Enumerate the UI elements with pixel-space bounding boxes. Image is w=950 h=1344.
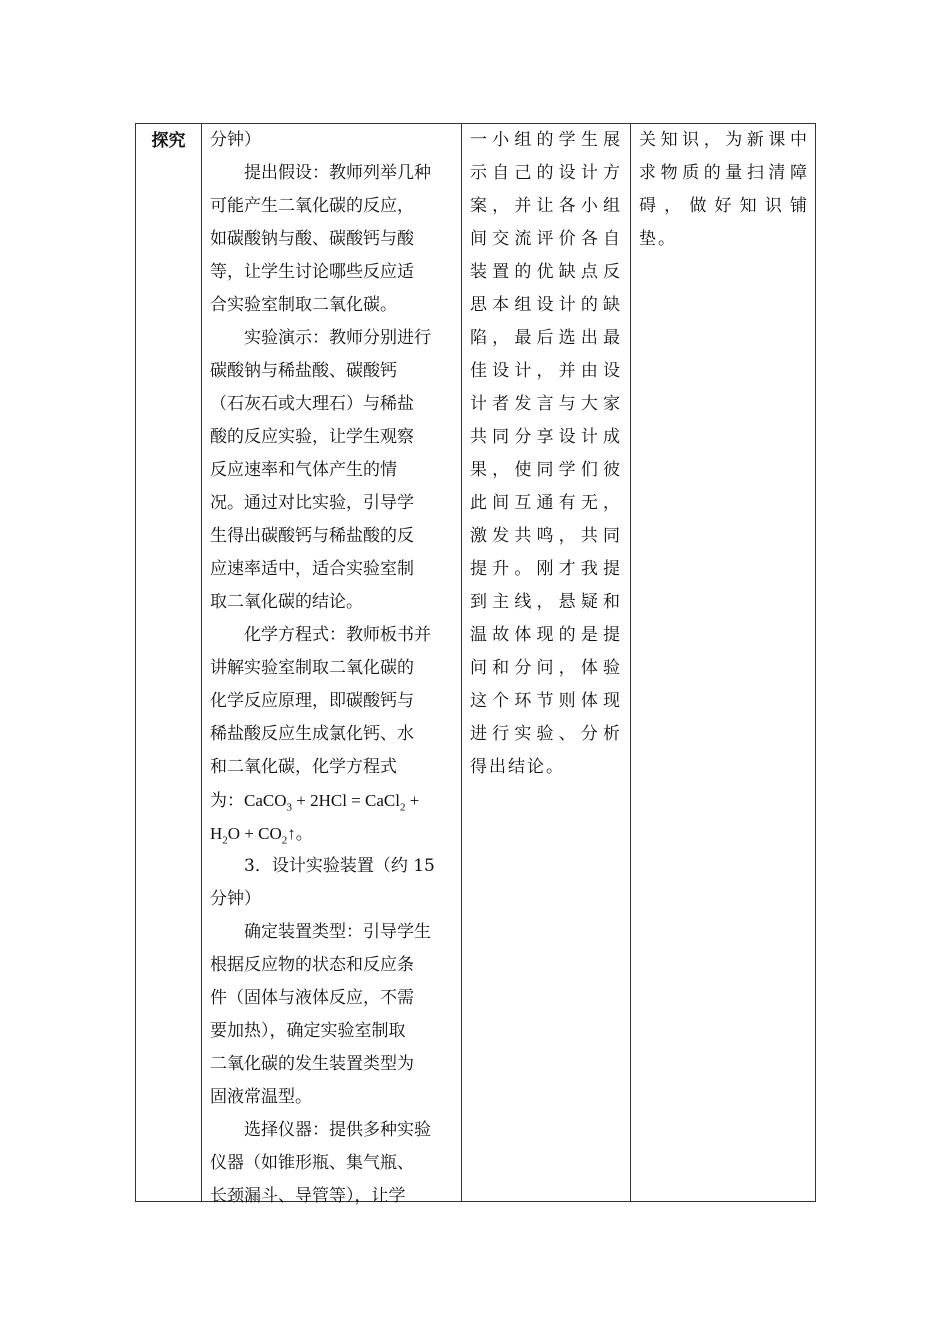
process-line: （石灰石或大理石）与稀盐 bbox=[210, 394, 414, 414]
student-activity-column bbox=[461, 124, 630, 784]
student-line: 陷，最后选出最 bbox=[470, 328, 622, 348]
process-line: 应速率适中，适合实验室制 bbox=[210, 559, 414, 579]
student-line: 提升。刚才我提 bbox=[470, 559, 622, 579]
student-line: 佳设计，并由设 bbox=[470, 361, 622, 381]
process-line: 讲解实验室制取二氧化碳的 bbox=[210, 658, 414, 678]
chemical-equation-line: 为：CaCO$_3$ + 2HCl = CaCl$_2$ + bbox=[210, 791, 420, 814]
process-line: 况。通过对比实验，引导学 bbox=[210, 493, 414, 513]
student-line: 果，使同学们彼 bbox=[470, 460, 622, 480]
intent-line: 关知识，为新课中 bbox=[639, 130, 809, 150]
process-line: 如碳酸钠与酸、碳酸钙与酸 bbox=[210, 229, 414, 249]
process-line: 等，让学生讨论哪些反应适 bbox=[210, 262, 414, 282]
process-line: 根据反应物的状态和反应条 bbox=[210, 955, 414, 975]
process-line: 固液常温型。 bbox=[210, 1087, 312, 1107]
process-line: 分钟） bbox=[210, 889, 261, 909]
process-line: 可能产生二氧化碳的反应， bbox=[210, 196, 414, 216]
process-line: 化学方程式：教师板书并 bbox=[244, 625, 431, 645]
chemical-equation-line: $H_2O$ + $CO_2↑$。 bbox=[210, 824, 313, 847]
process-line: 选择仪器：提供多种实验 bbox=[244, 1120, 431, 1140]
intent-line: 垫。 bbox=[639, 229, 677, 249]
process-line: 合实验室制取二氧化碳。 bbox=[210, 295, 397, 315]
process-line: 要加热），确定实验室制取 bbox=[210, 1021, 406, 1041]
student-line: 案，并让各小组 bbox=[470, 196, 622, 216]
student-line: 问和分问，体验 bbox=[470, 658, 622, 678]
process-line: 取二氧化碳的结论。 bbox=[210, 592, 363, 612]
process-line: 酸的反应实验，让学生观察 bbox=[210, 427, 414, 447]
lesson-plan-table bbox=[135, 123, 816, 1206]
student-line: 进行实验、分析 bbox=[470, 724, 622, 744]
stage-column bbox=[136, 124, 201, 151]
student-line: 示自己的设计方 bbox=[470, 163, 622, 183]
student-line: 这个环节则体现 bbox=[470, 691, 622, 711]
intent-line: 碍，做好知识铺 bbox=[639, 196, 809, 216]
student-line: 到主线，悬疑和 bbox=[470, 592, 622, 612]
student-line: 一小组的学生展 bbox=[470, 130, 622, 150]
design-intent-column bbox=[630, 124, 817, 256]
student-line: 得出结论。 bbox=[470, 757, 565, 777]
column-divider bbox=[630, 124, 631, 1201]
student-line: 此间互通有无， bbox=[470, 493, 622, 513]
student-line: 思本组设计的缺 bbox=[470, 295, 622, 315]
student-line: 间交流评价各自 bbox=[470, 229, 622, 249]
student-line: 温故体现的是提 bbox=[470, 625, 622, 645]
process-line: 件（固体与液体反应，不需 bbox=[210, 988, 414, 1008]
process-line: 实验演示：教师分别进行 bbox=[244, 328, 431, 348]
intent-line: 求物质的量扫清障 bbox=[639, 163, 809, 183]
teaching-process-column bbox=[201, 124, 461, 1213]
process-line: 长颈漏斗、导管等），让学 bbox=[210, 1186, 406, 1206]
stage-label: 探究 bbox=[151, 131, 186, 151]
process-line: 和二氧化碳，化学方程式 bbox=[210, 757, 397, 777]
process-line: 确定装置类型：引导学生 bbox=[244, 922, 431, 942]
process-line: 反应速率和气体产生的情 bbox=[210, 460, 397, 480]
process-line: 化学反应原理，即碳酸钙与 bbox=[210, 691, 414, 711]
process-line: 仪器（如锥形瓶、集气瓶、 bbox=[210, 1153, 414, 1173]
process-line: 生得出碳酸钙与稀盐酸的反 bbox=[210, 526, 414, 546]
process-line: 碳酸钠与稀盐酸、碳酸钙 bbox=[210, 361, 397, 381]
process-line: 分钟） bbox=[210, 130, 261, 150]
process-line: 二氧化碳的发生装置类型为 bbox=[210, 1054, 414, 1074]
student-line: 装置的优缺点反 bbox=[470, 262, 622, 282]
process-line: 3．设计实验装置（约 15 bbox=[244, 856, 435, 876]
student-line: 计者发言与大家 bbox=[470, 394, 622, 414]
student-line: 共同分享设计成 bbox=[470, 427, 622, 447]
process-line: 稀盐酸反应生成氯化钙、水 bbox=[210, 724, 414, 744]
process-line: 提出假设：教师列举几种 bbox=[244, 163, 431, 183]
student-line: 激发共鸣，共同 bbox=[470, 526, 622, 546]
